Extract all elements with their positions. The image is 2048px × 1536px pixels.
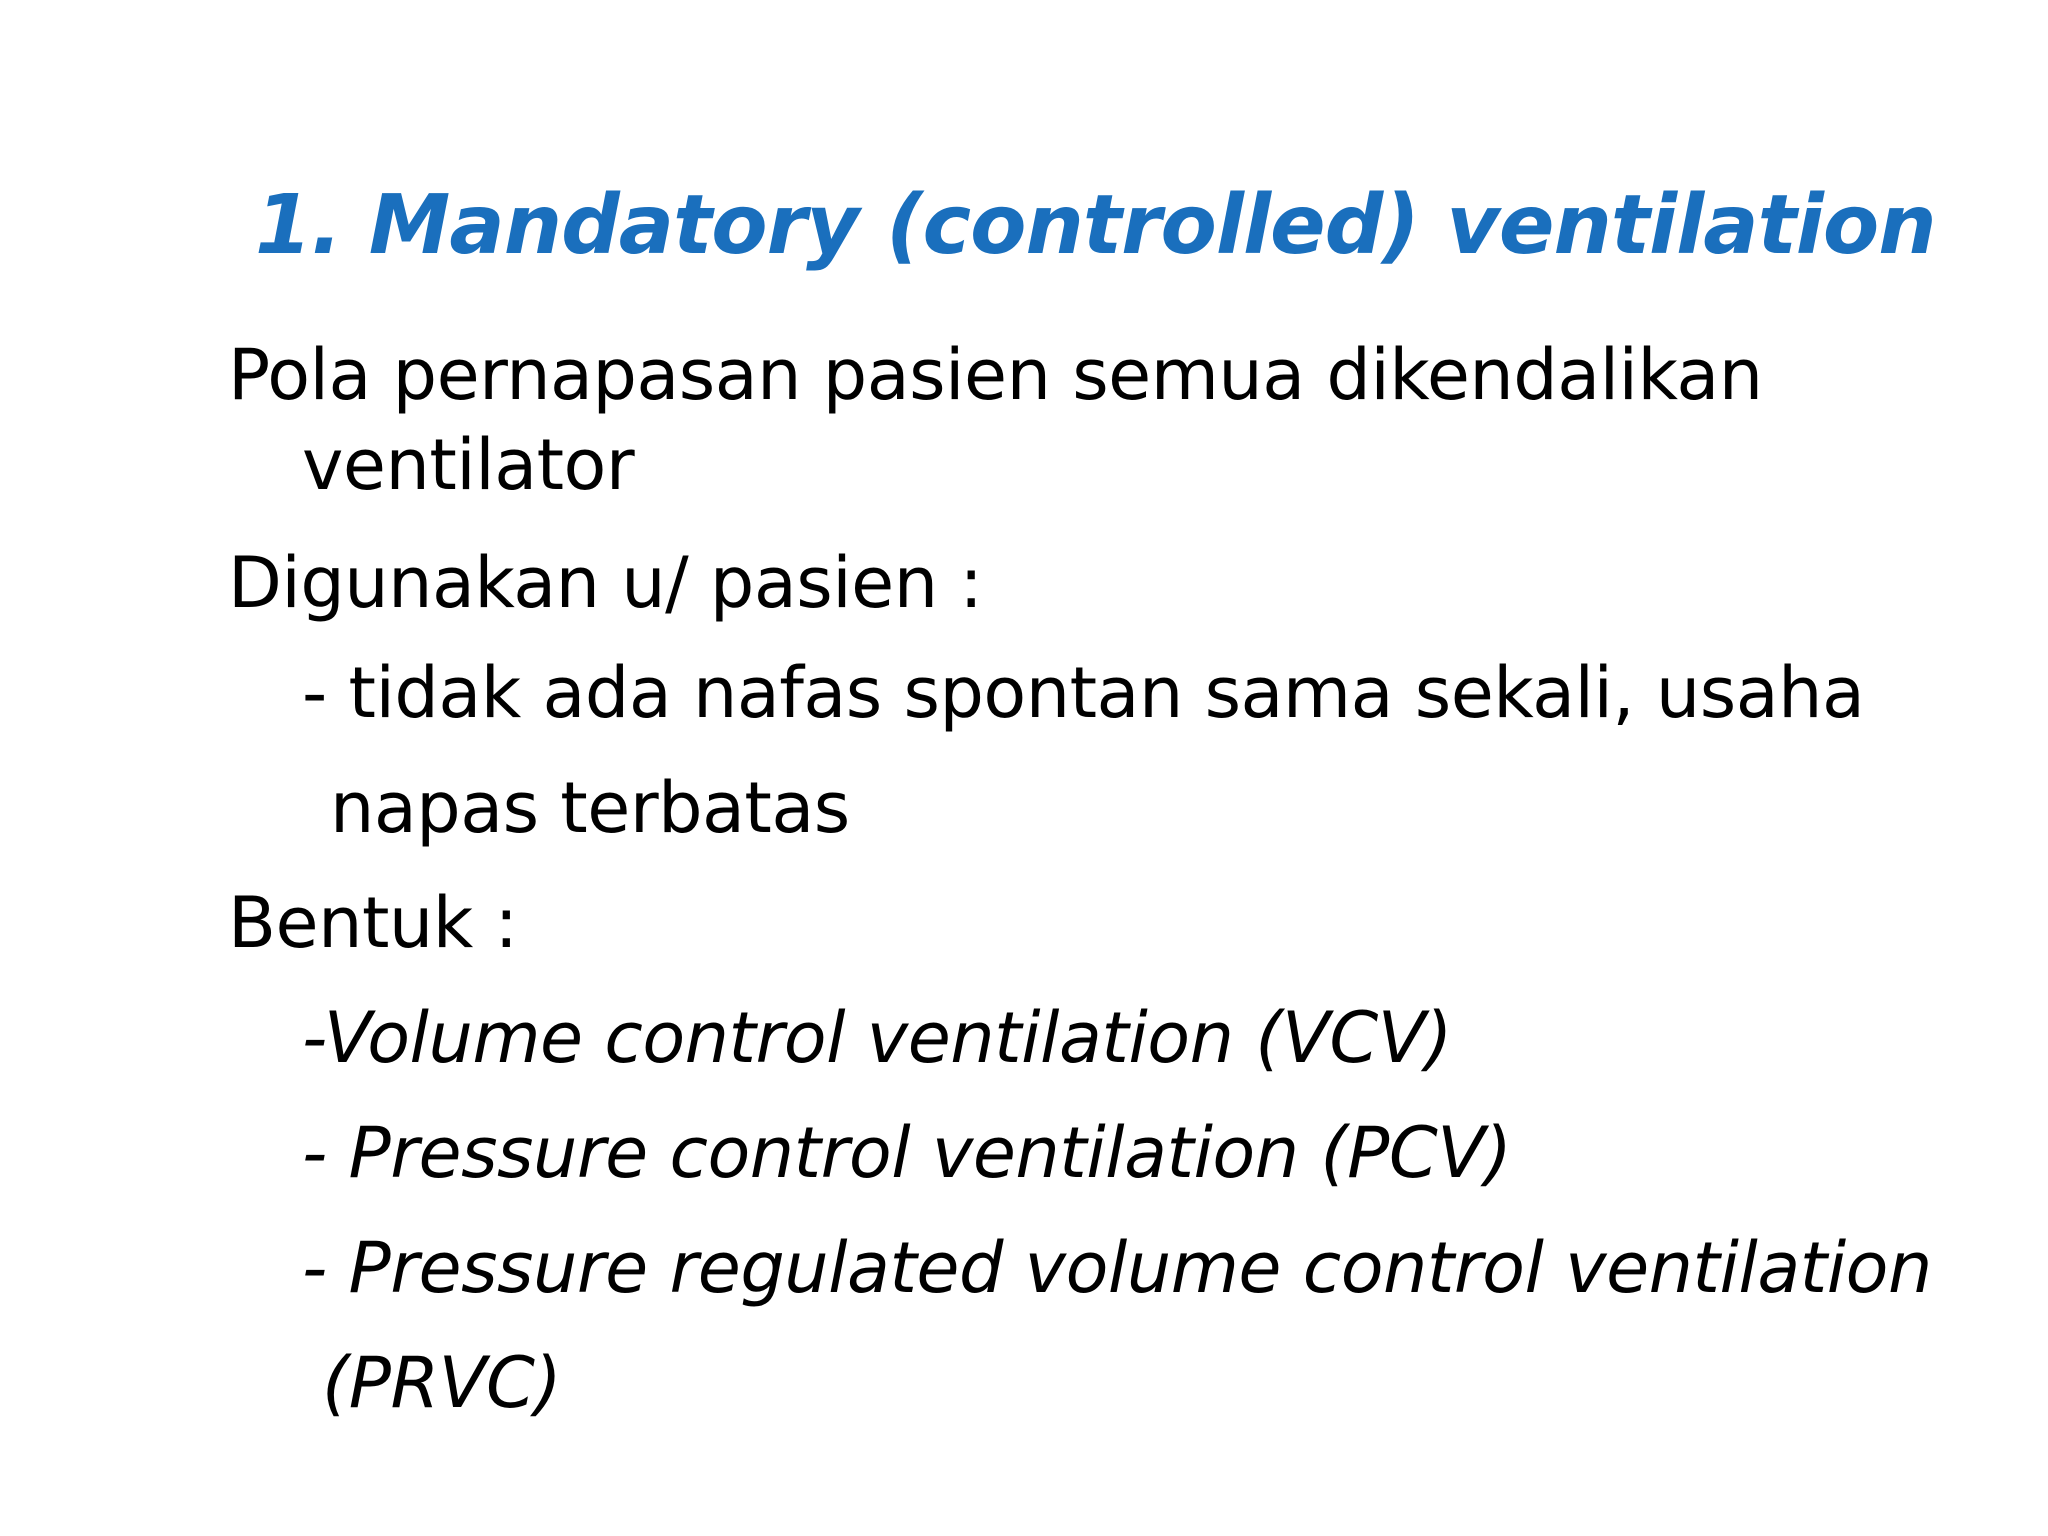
body-line-digunakan: Digunakan u/ pasien : xyxy=(228,542,983,624)
form-item-prvc-cont: (PRVC) xyxy=(322,1342,562,1424)
body-line-pola-cont: ventilator xyxy=(302,424,635,506)
body-line-pola: Pola pernapasan pasien semua dikendalikan xyxy=(228,334,1763,416)
slide-title: 1. Mandatory (controlled) ventilation xyxy=(255,178,1936,273)
form-item-vcv: -Volume control ventilation (VCV) xyxy=(302,997,1452,1079)
body-line-digunakan-item-cont: napas terbatas xyxy=(330,767,850,849)
body-line-bentuk: Bentuk : xyxy=(228,882,518,964)
body-line-digunakan-item: - tidak ada nafas spontan sama sekali, usaha xyxy=(302,652,1865,734)
form-item-pcv: - Pressure control ventilation (PCV) xyxy=(302,1112,1512,1194)
form-item-prvc: - Pressure regulated volume control ventilation xyxy=(302,1227,1932,1309)
